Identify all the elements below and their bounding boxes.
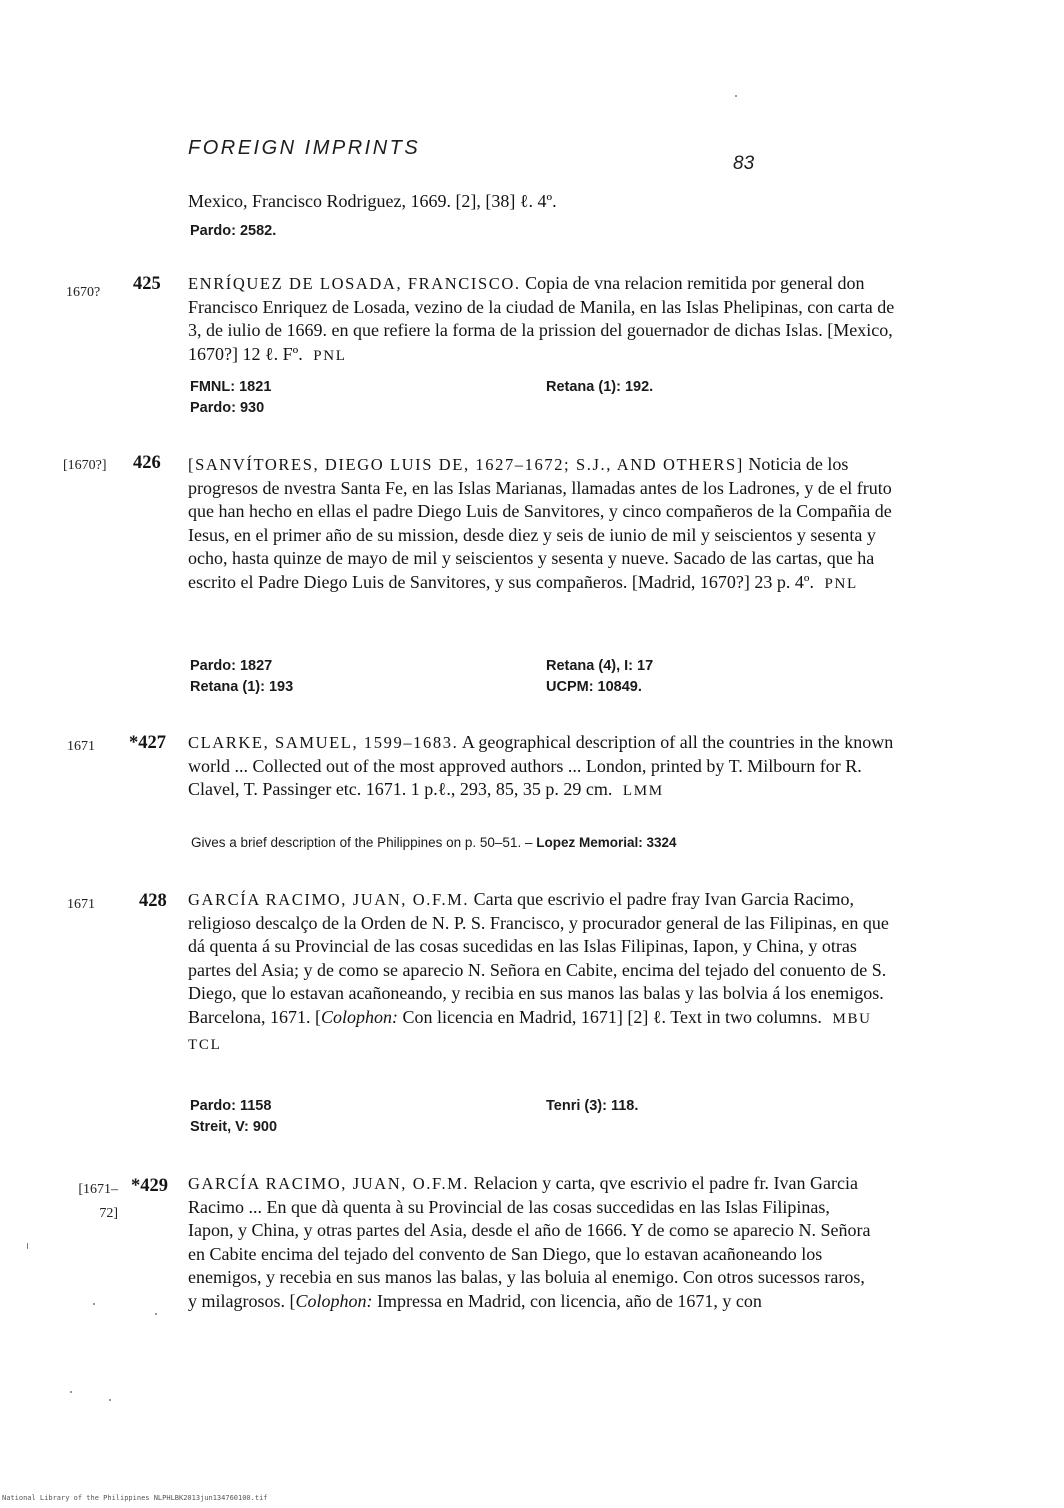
ref-item: Retana (4), I: 17 bbox=[546, 658, 654, 674]
ref-item: Retana (1): 192. bbox=[546, 379, 654, 395]
continuation-text bbox=[188, 190, 900, 214]
colophon-label: Colophon: bbox=[295, 1290, 373, 1311]
ref-item: Tenri (3): 118. bbox=[546, 1098, 639, 1114]
refs-left bbox=[190, 1096, 530, 1138]
colophon-label: Colophon: bbox=[320, 1006, 398, 1027]
entry-holdings: PNL bbox=[313, 347, 347, 364]
scan-speck bbox=[70, 1391, 72, 1393]
entry-number: 425 bbox=[133, 274, 161, 294]
entry-holdings: LMM bbox=[622, 783, 664, 800]
entry-text: Noticia de los progresos de nvestra Santa Fe, en las Islas Marianas, llamadas antes de los Ladrones, y de el fruto que han hecho en ellas el padre Diego Luis de Sanvitores, y cinco compañeros de la Compañia de Iesus, en el primer año de su mission, desde diez y seis de iunio de mil y seiscientos y sesenta y ocho, hasta quinze de mayo de mil y seiscientos y sesenta y nueve. Sacado de las cartas, que ha escrito el Padre Diego Luis de Sanvitores, y sus compañeros. [Madrid, 1670?] 23 p. 4º. bbox=[188, 454, 892, 592]
entry-text: Relacion y carta, qve escrivio el padre fr. Ivan Garcia Racimo ... En que dà quenta à su Provincial de las cosas succedidas en las Islas Filipinas, Iapon, y China, y otras partes del Asia, desde el año de 1666. Y de como se aparecio N. Señora en Cabite encima del tejado del convento de San Diego, que lo estavan acañoneando los enemigos, y recebia en sus manos las balas, y las boluia al enemigo. Con otros sucessos raros, y milagrosos. bbox=[188, 1173, 871, 1311]
entry-date: 1671 bbox=[67, 897, 95, 912]
entry-text: Copia de vna relacion remitida por general don Francisco Enriquez de Losada, vezino de la ciudad de Manila, en las Islas Phelipinas, con carta de 3, de iulio de 1669. en que refiere la forma de la prission del gouernador de dichas Islas. [Mexico, 1670?] 12 ℓ. Fº. bbox=[188, 273, 895, 364]
entry-number: *427 bbox=[129, 733, 166, 753]
ref-item: Pardo: 930 bbox=[190, 400, 265, 416]
entry-text: A geographical description of all the countries in the known world ... Collected out of the most approved authors ... London, printed by T. Milbourn for R. Clavel, T. Passinger etc. 1671. 1 p.ℓ., 293, 85, 35 p. 29 cm. bbox=[188, 732, 894, 800]
entry-body bbox=[188, 272, 900, 368]
note-reference: Lopez Memorial: 3324 bbox=[536, 835, 677, 850]
ref-item: UCPM: 10849. bbox=[546, 679, 642, 695]
ref-item: FMNL: 1821 bbox=[190, 379, 272, 395]
entry-heading: ENRÍQUEZ DE LOSADA, FRANCISCO. bbox=[188, 274, 521, 293]
scan-speck bbox=[93, 1303, 95, 1305]
colophon-text: Impressa en Madrid, con licencia, año de 1671, y con bbox=[377, 1290, 762, 1311]
refs-right bbox=[546, 377, 846, 398]
entry-heading: CLARKE, SAMUEL, 1599–1683. bbox=[188, 733, 459, 752]
colophon-text: Con licencia en Madrid, 1671] [2] ℓ. Text in two columns. bbox=[402, 1006, 822, 1027]
entry-body: GARCÍA RACIMO, JUAN, O.F.M. Relacion y carta, qve escrivio el padre fr. Ivan Garcia Racimo ... En que dà quenta à su Provincial de las cosas succedidas en las Islas Filipinas, Iapon, y China, y otras partes del Asia, desde el año de 1666. Y de como se aparecio N. Señora en Cabite encima del tejado del convento de San Diego, que lo estavan acañoneando los enemigos, y recebia en sus manos las balas, y las boluia al enemigo. Con otros sucessos raros, y milagrosos. [Colophon: Impressa en Madrid, con licencia, año de 1671, y con bbox=[188, 1173, 871, 1311]
entry-body bbox=[188, 731, 900, 804]
entry-body: GARCÍA RACIMO, JUAN, O.F.M. Carta que escrivio el padre fray Ivan Garcia Racimo, religioso descalço de la Orden de N. P. S. Francisco, y procurador general de las Filipinas, en que dá quenta á su Provincial de las cosas sucedidas en las Islas Filipinas, Iapon, y China, y otras partes del Asia; y de como se aparecio N. Señora en Cabite, encima del tejado del conuento de S. Diego, que lo estavan acañoneando, y recibia en sus manos las balas y las bolvia á los enemigos. Barcelona, 1671. [Colophon: Con licencia en Madrid, 1671] [2] ℓ. Text in two columns. MBU TCL bbox=[188, 889, 889, 1053]
scan-speck bbox=[109, 1399, 111, 1401]
entry-number: 428 bbox=[139, 891, 167, 911]
entry-date: [1670?] bbox=[63, 458, 107, 473]
entry-date: 1671 bbox=[67, 739, 95, 754]
entry-holdings: PNL bbox=[824, 575, 858, 592]
entry-date: 1670? bbox=[66, 285, 101, 300]
entry-text: Carta que escrivio el padre fray Ivan Garcia Racimo, religioso descalço de la Orden de N. P. S. Francisco, y procurador general de las Filipinas, en que dá quenta á su Provincial de las cosas sucedidas en las Islas Filipinas, Iapon, y China, y otras partes del Asia; y de como se aparecio N. Señora en Cabite, encima del tejado del conuento de S. Diego, que lo estavan acañoneando, y recibia en sus manos las balas y las bolvia á los enemigos. Barcelona, 1671. bbox=[188, 889, 889, 1027]
entry-body bbox=[188, 453, 900, 597]
refs-right bbox=[546, 1096, 846, 1117]
ref-item: Streit, V: 900 bbox=[190, 1119, 278, 1135]
ref-item: Pardo: 1158 bbox=[190, 1098, 272, 1114]
entry-holdings: MBU TCL bbox=[188, 1010, 872, 1053]
continuation-line: Mexico, Francisco Rodriguez, 1669. [2], [38] ℓ. 4º. bbox=[188, 191, 557, 211]
ref-item: Retana (1): 193 bbox=[190, 679, 294, 695]
refs-left bbox=[190, 656, 530, 698]
entry-heading: GARCÍA RACIMO, JUAN, O.F.M. bbox=[188, 1174, 470, 1193]
entry-heading: [SANVÍTORES, DIEGO LUIS DE, 1627–1672; S.J., AND OTHERS] bbox=[188, 455, 744, 474]
continuation-ref-text: Pardo: 2582. bbox=[190, 223, 277, 239]
running-title: FOREIGN IMPRINTS bbox=[188, 137, 421, 159]
scan-footer: National Library of the Philippines NLPHLBK2013jun134760100.tif bbox=[2, 1494, 268, 1502]
entry-heading: GARCÍA RACIMO, JUAN, O.F.M. bbox=[188, 890, 470, 909]
ref-item: Pardo: 1827 bbox=[190, 658, 273, 674]
entry-number: 426 bbox=[133, 453, 161, 473]
refs-left bbox=[190, 377, 530, 419]
scan-speck bbox=[155, 1313, 157, 1315]
entry-number: *429 bbox=[131, 1176, 168, 1196]
entry-note bbox=[191, 835, 891, 850]
entry-date: [1671–72] bbox=[78, 1182, 118, 1221]
page-number: 83 bbox=[733, 153, 755, 174]
refs-right bbox=[546, 656, 846, 698]
scan-speck bbox=[735, 95, 737, 97]
scan-speck bbox=[27, 1243, 28, 1249]
note-text: Gives a brief description of the Philippines on p. 50–51. – bbox=[191, 835, 533, 850]
